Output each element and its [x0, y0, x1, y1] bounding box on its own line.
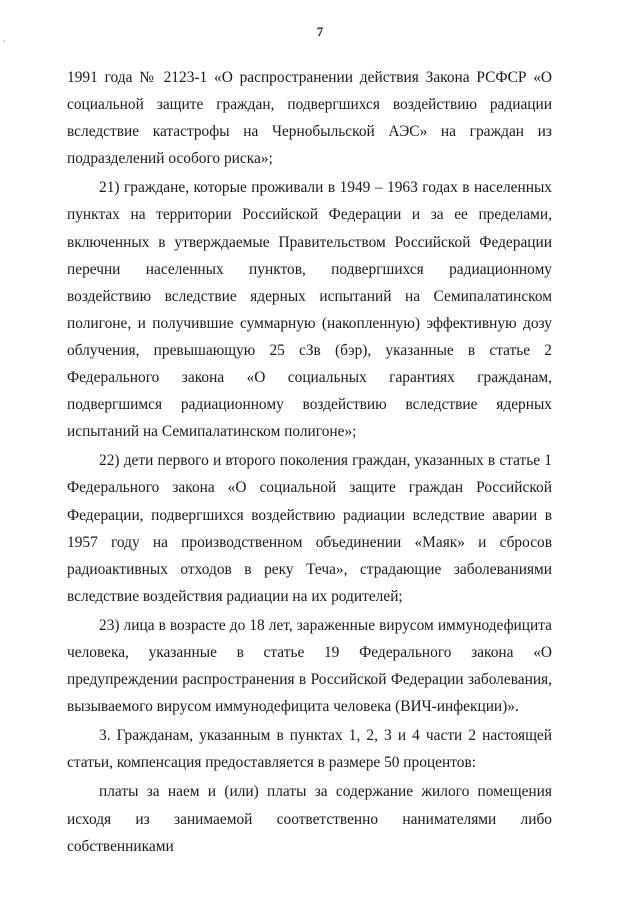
document-body: [67, 64, 552, 860]
paragraph-part-3: 3. Гражданам, указанным в пунктах 1, 2, 3 и 4 части 2 настоящей статьи, компенсация предоставляется в размере 50 процентов:: [67, 727, 552, 772]
scan-artifact: [4, 40, 5, 42]
paragraph-continuation: 1991 года № 2123-1 «О распространении действия Закона РСФСР «О социальной защите граждан, подвергшихся воздействию радиации вследствие катастрофы на Чернобыльской АЭС» на граждан из подразделений особого риска»;: [67, 69, 552, 168]
paragraph-housing-payment: платы за наем и (или) платы за содержание жилого помещения исходя из занимаемой соответственно нанимателями либо собственниками: [67, 783, 552, 855]
page-number: 7: [316, 24, 324, 39]
paragraph-item-21: 21) граждане, которые проживали в 1949 – 1963 годах в населенных пунктах на территории Российской Федерации и за ее пределами, включенных в утверждаемые Правительством Российской Федерации перечни населенных пунктов, подвергшихся радиационному воздействию вследствие ядерных испытаний на Семипалатинском полигоне, и получившие суммарную (накопленную) эффективную дозу облучения, превышающую 25 сЗв (бэр), указанные в статье 2 Федерального закона «О социальных гарантиях гражданам, подвергшимся радиационному воздействию вследствие ядерных испытаний на Семипалатинском полигоне»;: [67, 179, 552, 441]
paragraph-item-23: 23) лица в возрасте до 18 лет, зараженные вирусом иммунодефицита человека, указанные в статье 19 Федерального закона «О предупреждении распространения в Российской Федерации заболевания, вызываемого вирусом иммунодефицита человека (ВИЧ-инфекции)».: [67, 616, 552, 716]
paragraph-item-22: 22) дети первого и второго поколения граждан, указанных в статье 1 Федерального закона «О социальной защите граждан Российской Федерации, подвергшихся воздействию радиации вследствие аварии в 1957 году на производственном объединении «Маяк» и сбросов радиоактивных отходов в реку Теча», страдающие заболеваниями вследствие воздействия радиации на их родителей;: [67, 452, 552, 605]
